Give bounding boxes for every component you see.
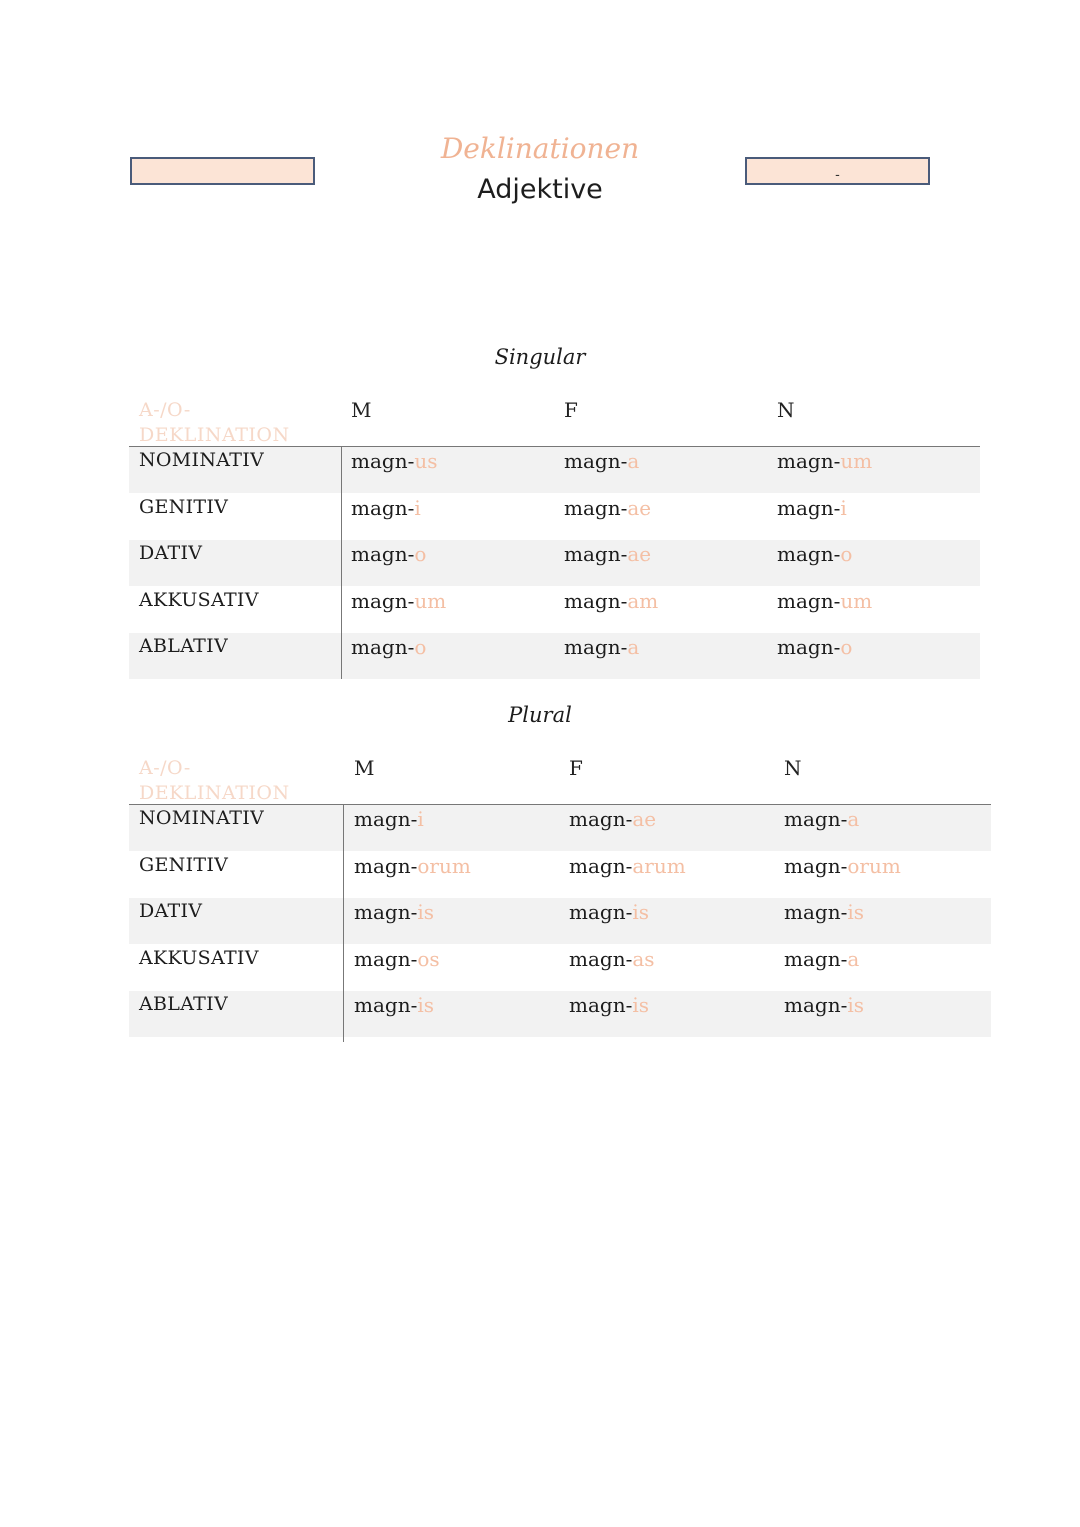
- form-cell: [569, 993, 649, 1017]
- word-stem: magn-: [354, 946, 418, 971]
- case-label: ABLATIV: [139, 635, 228, 657]
- word-ending: um: [414, 588, 447, 613]
- word-stem: magn-: [564, 635, 628, 659]
- case-label: DATIV: [139, 900, 203, 922]
- table-row: [129, 991, 991, 1037]
- form-cell: [354, 900, 434, 924]
- form-cell: [784, 900, 864, 924]
- form-cell: [351, 635, 426, 659]
- word-ending: arum: [632, 853, 686, 878]
- case-label: GENITIV: [139, 853, 229, 876]
- case-label: NOMINATIV: [139, 449, 265, 471]
- form-cell: [569, 947, 655, 971]
- word-ending: a: [847, 946, 860, 971]
- table-row: [129, 447, 980, 493]
- word-stem: magn-: [784, 946, 848, 971]
- column-header-m: M: [354, 756, 375, 780]
- page-title: Deklinationen: [440, 132, 640, 165]
- word-stem: magn-: [777, 449, 841, 473]
- case-label: NOMINATIV: [139, 807, 265, 829]
- plural-label: Plural: [508, 703, 572, 727]
- form-cell: [777, 542, 852, 566]
- word-stem: magn-: [351, 542, 415, 566]
- case-label: ABLATIV: [139, 993, 228, 1015]
- form-cell: [354, 947, 440, 971]
- form-cell: [564, 449, 639, 473]
- singular-label: Singular: [494, 345, 586, 369]
- corner-label-line-2: DEKLINATION: [139, 424, 290, 446]
- word-ending: i: [414, 495, 421, 520]
- form-cell: [784, 807, 859, 831]
- case-column-divider: [341, 446, 342, 679]
- word-ending: a: [847, 807, 860, 831]
- word-ending: ae: [627, 495, 652, 520]
- word-stem: magn-: [564, 495, 628, 520]
- word-stem: magn-: [351, 449, 415, 473]
- corner-label: [139, 756, 290, 806]
- form-cell: [784, 947, 859, 971]
- plural-table: [129, 756, 991, 1044]
- page-subtitle: Adjektive: [477, 174, 603, 205]
- table-row: [129, 852, 991, 898]
- corner-label: [139, 398, 290, 448]
- word-stem: magn-: [354, 807, 418, 831]
- form-cell: [351, 542, 426, 566]
- table-row: [129, 898, 991, 944]
- corner-label-line-1: A-/O-: [139, 399, 191, 421]
- word-stem: magn-: [784, 993, 848, 1017]
- form-cell: [354, 993, 434, 1017]
- word-ending: i: [840, 495, 847, 520]
- word-ending: ae: [632, 807, 657, 831]
- form-cell: [569, 807, 656, 831]
- word-stem: magn-: [569, 946, 633, 971]
- word-stem: magn-: [569, 993, 633, 1017]
- word-stem: magn-: [564, 449, 628, 473]
- word-ending: orum: [847, 853, 901, 878]
- word-ending: is: [417, 993, 435, 1017]
- word-stem: magn-: [564, 542, 628, 566]
- word-ending: o: [840, 635, 853, 659]
- word-stem: magn-: [784, 807, 848, 831]
- corner-label-line-1: A-/O-: [139, 757, 191, 779]
- table-row: [129, 540, 980, 586]
- column-header-f: F: [564, 398, 578, 422]
- word-stem: magn-: [777, 635, 841, 659]
- table-row: [129, 494, 980, 540]
- column-header-m: M: [351, 398, 372, 422]
- word-stem: magn-: [354, 900, 418, 924]
- case-label: GENITIV: [139, 495, 229, 518]
- word-ending: ae: [627, 542, 652, 566]
- word-ending: is: [417, 900, 435, 924]
- word-stem: magn-: [354, 993, 418, 1017]
- case-column-divider: [343, 804, 344, 1042]
- singular-table: [129, 398, 980, 680]
- word-ending: is: [847, 900, 865, 924]
- form-cell: [351, 496, 421, 520]
- form-cell: [569, 900, 649, 924]
- corner-label-line-2: DEKLINATION: [139, 782, 290, 804]
- table-row: [129, 587, 980, 633]
- word-ending: is: [847, 993, 865, 1017]
- right-header-box: -: [745, 157, 930, 185]
- word-ending: os: [417, 946, 440, 971]
- form-cell: [777, 635, 852, 659]
- word-ending: a: [627, 635, 640, 659]
- word-stem: magn-: [569, 853, 633, 878]
- word-stem: magn-: [351, 635, 415, 659]
- word-stem: magn-: [351, 495, 415, 520]
- case-label: AKKUSATIV: [139, 946, 259, 969]
- word-stem: magn-: [777, 542, 841, 566]
- header-divider: [129, 446, 980, 447]
- word-stem: magn-: [784, 900, 848, 924]
- form-cell: [351, 589, 446, 613]
- word-stem: magn-: [564, 588, 628, 613]
- word-ending: as: [632, 946, 655, 971]
- word-stem: magn-: [354, 853, 418, 878]
- form-cell: [354, 854, 471, 878]
- column-header-f: F: [569, 756, 583, 780]
- word-stem: magn-: [777, 588, 841, 613]
- word-ending: um: [840, 449, 873, 473]
- word-ending: um: [840, 588, 873, 613]
- word-stem: magn-: [569, 807, 633, 831]
- form-cell: [564, 542, 651, 566]
- word-ending: is: [632, 900, 650, 924]
- form-cell: [564, 635, 639, 659]
- word-ending: is: [632, 993, 650, 1017]
- form-cell: [777, 589, 872, 613]
- word-ending: orum: [417, 853, 471, 878]
- table-row: [129, 633, 980, 679]
- word-stem: magn-: [777, 495, 841, 520]
- form-cell: [569, 854, 686, 878]
- word-stem: magn-: [351, 588, 415, 613]
- word-ending: i: [417, 807, 424, 831]
- form-cell: [777, 449, 872, 473]
- form-cell: [784, 854, 901, 878]
- case-label: AKKUSATIV: [139, 588, 259, 611]
- form-cell: [564, 589, 658, 613]
- form-cell: [351, 449, 438, 473]
- word-stem: magn-: [784, 853, 848, 878]
- column-header-n: N: [784, 756, 802, 780]
- word-ending: am: [627, 588, 659, 613]
- case-label: DATIV: [139, 542, 203, 564]
- table-row: [129, 805, 991, 851]
- form-cell: [777, 496, 847, 520]
- word-ending: a: [627, 449, 640, 473]
- word-ending: o: [840, 542, 853, 566]
- form-cell: [564, 496, 651, 520]
- table-row: [129, 945, 991, 991]
- form-cell: [354, 807, 424, 831]
- header-divider: [129, 804, 991, 805]
- word-ending: us: [414, 449, 438, 473]
- word-stem: magn-: [569, 900, 633, 924]
- column-header-n: N: [777, 398, 795, 422]
- form-cell: [784, 993, 864, 1017]
- word-ending: o: [414, 635, 427, 659]
- word-ending: o: [414, 542, 427, 566]
